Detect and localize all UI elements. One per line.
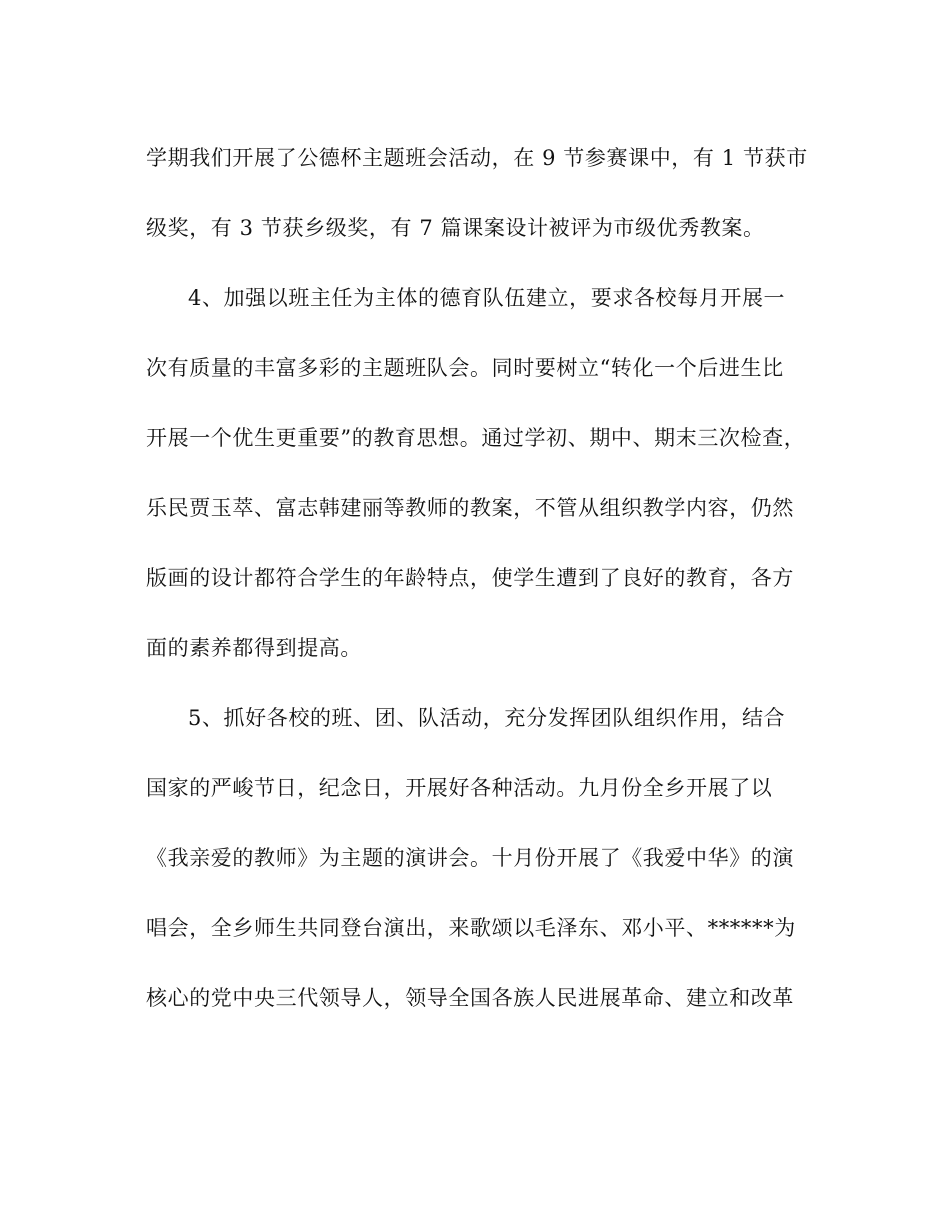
text-line: 核心的党中央三代领导人，领导全国各族人民进展革命、建立和改革 — [146, 986, 794, 1010]
text-line: 乐民贾玉萃、富志韩建丽等教师的教案，不管从组织教学内容，仍然 — [146, 496, 794, 520]
text-line: 《我亲爱的教师》为主题的演讲会。十月份开展了《我爱中华》的演 — [146, 846, 794, 870]
text-line: 版画的设计都符合学生的年龄特点，使学生遭到了良好的教育，各方 — [146, 566, 794, 590]
paragraph-start-line: 5、抓好各校的班、团、队活动，充分发挥团队组织作用，结合 — [188, 706, 786, 730]
paragraph-start-line: 4、加强以班主任为主体的德育队伍建立，要求各校每月开展一 — [188, 286, 786, 310]
text-line: 学期我们开展了公德杯主题班会活动，在 9 节参赛课中，有 1 节获市 — [146, 146, 808, 170]
text-line: 次有质量的丰富多彩的主题班队会。同时要树立“转化一个后进生比 — [146, 356, 784, 380]
text-line: 面的素养都得到提高。 — [146, 636, 362, 660]
text-line: 级奖，有 3 节获乡级奖，有 7 篇课案设计被评为市级优秀教案。 — [146, 216, 765, 240]
text-line: 开展一个优生更重要”的教育思想。通过学初、期中、期末三次检查， — [146, 426, 806, 450]
text-line: 国家的严峻节日，纪念日，开展好各种活动。九月份全乡开展了以 — [146, 776, 773, 800]
text-line: 唱会，全乡师生共同登台演出，来歌颂以毛泽东、邓小平、******为 — [146, 916, 796, 940]
